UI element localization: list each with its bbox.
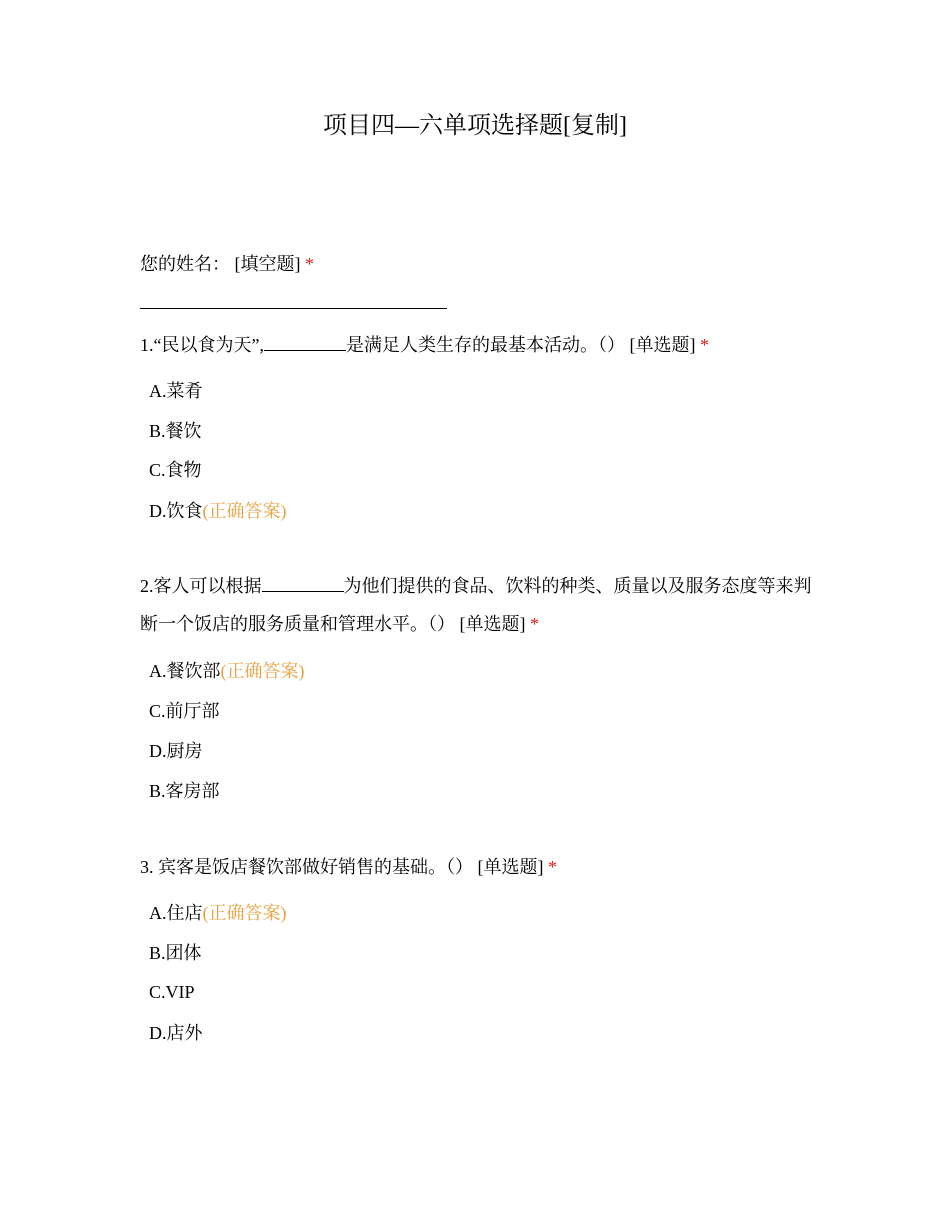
page-title: 项目四—六单项选择题[复制]: [323, 113, 627, 139]
option-2d[interactable]: [149, 738, 203, 764]
option-1c[interactable]: [149, 457, 202, 483]
correct-answer-note: (正确答案): [202, 501, 287, 521]
question-type: [单选题]: [629, 335, 696, 355]
option-2c[interactable]: [149, 698, 220, 724]
correct-answer-note: (正确答案): [202, 903, 287, 923]
question-1: [140, 326, 820, 364]
option-3d[interactable]: [149, 1020, 203, 1046]
option-label: D.饮食: [149, 501, 203, 521]
option-label: B.客房部: [149, 781, 220, 801]
option-label: B.餐饮: [149, 421, 202, 441]
required-mark: *: [305, 254, 314, 274]
question-text: 为他们提供的食品、饮料的种类、质量以及服务态度等来判断一个饭店的服务质量和管理水平。（）: [140, 576, 812, 634]
option-1d[interactable]: [149, 498, 287, 524]
required-mark: *: [530, 614, 539, 634]
question-text: 3. 宾客是饭店餐饮部做好销售的基础。（）: [140, 857, 473, 877]
option-label: B.团体: [149, 943, 202, 963]
option-label: C.前厅部: [149, 701, 220, 721]
option-label: D.店外: [149, 1023, 203, 1043]
question-type: [单选题]: [477, 857, 544, 877]
fill-blank: [262, 571, 344, 592]
name-question-label: 您的姓名：: [140, 254, 230, 274]
option-label: A.住店: [149, 903, 203, 923]
option-label: D.厨房: [149, 741, 203, 761]
question-type: [单选题]: [459, 614, 526, 634]
option-3c[interactable]: [149, 979, 195, 1005]
option-2a[interactable]: [149, 658, 305, 684]
option-3a[interactable]: [149, 900, 287, 926]
fill-blank: [264, 330, 346, 351]
question-text: 1.“民以食为天”,: [140, 335, 264, 355]
option-label: A.餐饮部: [149, 661, 221, 681]
name-input-line[interactable]: [140, 308, 447, 309]
option-label: C.VIP: [149, 982, 195, 1002]
option-1b[interactable]: [149, 418, 202, 444]
question-text: 是满足人类生存的最基本活动。（）: [345, 335, 625, 355]
name-question: [140, 251, 314, 277]
question-3: [140, 848, 820, 886]
question-2: [140, 567, 820, 643]
option-label: C.食物: [149, 460, 202, 480]
required-mark: *: [699, 335, 709, 355]
option-label: A.菜肴: [149, 381, 203, 401]
option-2b[interactable]: [149, 778, 220, 804]
required-mark: *: [548, 857, 557, 877]
correct-answer-note: (正确答案): [220, 661, 305, 681]
question-text: 2.客人可以根据: [140, 576, 262, 596]
option-3b[interactable]: [149, 940, 202, 966]
question-type: [填空题]: [234, 254, 301, 274]
option-1a[interactable]: [149, 378, 203, 404]
